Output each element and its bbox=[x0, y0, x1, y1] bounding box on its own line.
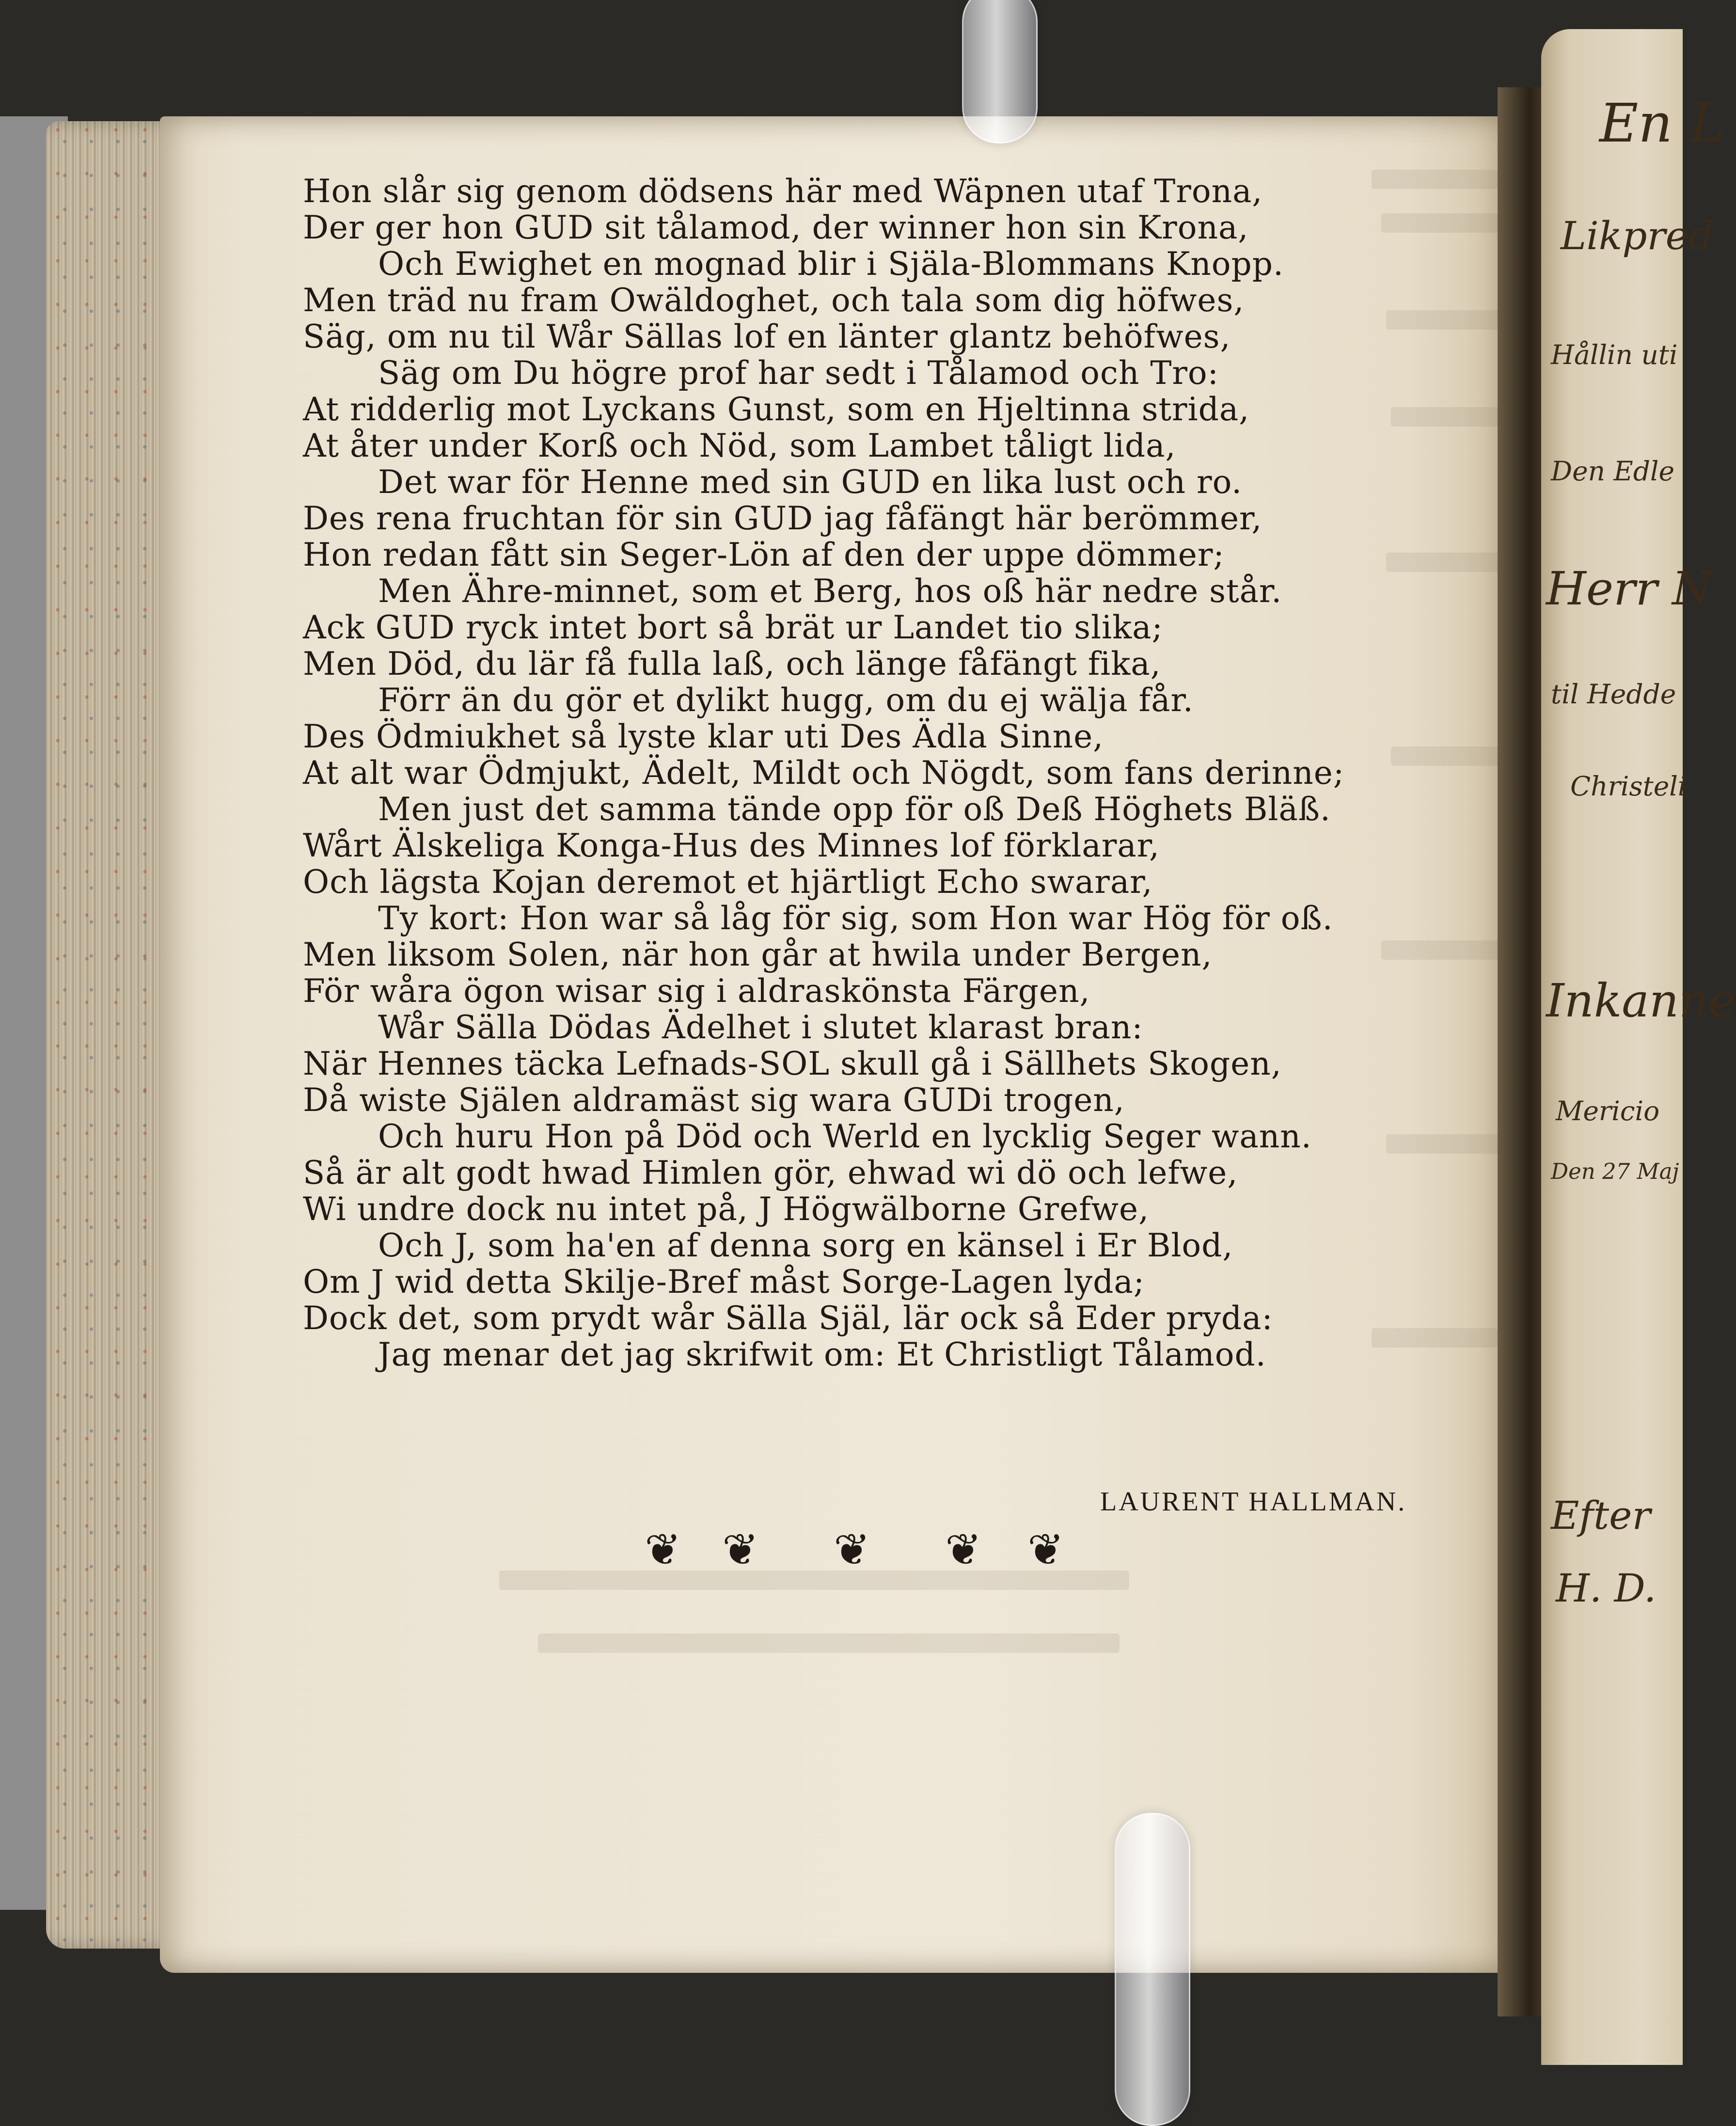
fleuron-icon: ❦ bbox=[1027, 1524, 1064, 1575]
poem-line: Och lägsta Kojan deremot et hjärtligt Echo swarar, bbox=[303, 863, 1153, 901]
handwriting: Herr N bbox=[1546, 562, 1713, 616]
poem-line: Säg, om nu til Wår Sällas lof en länter glantz behöfwes, bbox=[303, 318, 1231, 355]
handwriting: En L bbox=[1599, 92, 1725, 154]
poem-line: Men Död, du lär få fulla laß, och länge fåfängt fika, bbox=[303, 645, 1161, 682]
poem-line: At alt war Ödmjukt, Ädelt, Mildt och Nögdt, som fans derinne; bbox=[303, 754, 1345, 792]
author-signature: LAURENT HALLMAN. bbox=[1100, 1487, 1407, 1517]
handwriting: Likpred bbox=[1561, 213, 1714, 258]
poem-line: Des Ödmiukhet så lyste klar uti Des Ädla Sinne, bbox=[303, 718, 1104, 755]
poem-line: Hon slår sig genom dödsens här med Wäpnen utaf Trona, bbox=[303, 173, 1263, 210]
poem-line: När Hennes täcka Lefnads-SOL skull gå i Sällhets Skogen, bbox=[303, 1045, 1282, 1082]
poem-line: Men liksom Solen, när hon går at hwila under Bergen, bbox=[303, 936, 1213, 973]
poem-line: Men just det samma tände opp för oß Deß Höghets Bläß. bbox=[378, 791, 1331, 828]
handwriting: Inkanne bbox=[1546, 974, 1736, 1028]
poem-line: Wår Sälla Dödas Ädelhet i slutet klarast bran: bbox=[378, 1009, 1143, 1046]
poem-line: För wåra ögon wisar sig i aldraskönsta Färgen, bbox=[303, 972, 1090, 1010]
fleuron-icon: ❦ bbox=[834, 1524, 870, 1575]
poem-line: Säg om Du högre prof har sedt i Tålamod och Tro: bbox=[378, 354, 1219, 392]
fleuron-icon: ❦ bbox=[645, 1524, 681, 1575]
poem-line: Då wiste Själen aldramäst sig wara GUDi trogen, bbox=[303, 1081, 1125, 1119]
poem-line: Och Ewighet en mognad blir i Själa-Blommans Knopp. bbox=[378, 245, 1284, 283]
poem-line: Men Ähre-minnet, som et Berg, hos oß här nedre står. bbox=[378, 572, 1282, 610]
poem-line: Förr än du gör et dylikt hugg, om du ej wälja får. bbox=[378, 682, 1194, 719]
bottom-page-clip bbox=[1115, 1813, 1190, 2126]
handwriting: Den Edle bbox=[1551, 456, 1675, 487]
poem-line: Och J, som ha'en af denna sorg en känsel i Er Blod, bbox=[378, 1227, 1233, 1264]
poem-line: Hon redan fått sin Seger-Lön af den der uppe dömmer; bbox=[303, 536, 1225, 573]
poem-line: Ack GUD ryck intet bort så brät ur Landet tio slika; bbox=[303, 609, 1163, 646]
poem-line: Dock det, som prydt wår Sälla Själ, lär ock så Eder pryda: bbox=[303, 1300, 1273, 1337]
handwriting: Efter bbox=[1551, 1493, 1651, 1538]
poem-line: Wårt Älskeliga Konga-Hus des Minnes lof förklarar, bbox=[303, 827, 1160, 864]
handwriting: Christeli bbox=[1570, 771, 1687, 802]
poem-line: Jag menar det jag skrifwit om: Et Christligt Tålamod. bbox=[378, 1336, 1266, 1373]
poem-line: Så är alt godt hwad Himlen gör, ehwad wi dö och lefwe, bbox=[303, 1154, 1238, 1191]
poem-line: Ty kort: Hon war så låg för sig, som Hon war Hög för oß. bbox=[378, 900, 1333, 937]
poem-line: Des rena fruchtan för sin GUD jag fåfängt här berömmer, bbox=[303, 500, 1263, 537]
poem-line: At ridderlig mot Lyckans Gunst, som en Hjeltinna strida, bbox=[303, 391, 1250, 428]
poem-line: Wi undre dock nu intet på, J Högwälborne Grefwe, bbox=[303, 1190, 1150, 1228]
poem-line: Der ger hon GUD sit tålamod, der winner hon sin Krona, bbox=[303, 209, 1249, 246]
poem-line: Om J wid detta Skilje-Bref måst Sorge-Lagen lyda; bbox=[303, 1263, 1145, 1301]
poem-line: At åter under Korß och Nöd, som Lambet tåligt lida, bbox=[303, 427, 1176, 464]
handwriting: Hållin uti bbox=[1551, 339, 1678, 370]
handwriting: Den 27 Maj bbox=[1551, 1158, 1679, 1184]
handwriting: Mericio bbox=[1556, 1095, 1660, 1126]
poem-line: Men träd nu fram Owäldoghet, och tala som dig höfwes, bbox=[303, 282, 1245, 319]
poem-line: Det war för Henne med sin GUD en lika lust och ro. bbox=[378, 463, 1243, 501]
fleuron-icon: ❦ bbox=[945, 1524, 982, 1575]
handwriting: til Hedde bbox=[1551, 679, 1676, 710]
fleuron-icon: ❦ bbox=[722, 1524, 759, 1575]
poem-line: Och huru Hon på Död och Werld en lycklig Seger wann. bbox=[378, 1118, 1312, 1155]
handwriting: H. D. bbox=[1556, 1566, 1657, 1611]
